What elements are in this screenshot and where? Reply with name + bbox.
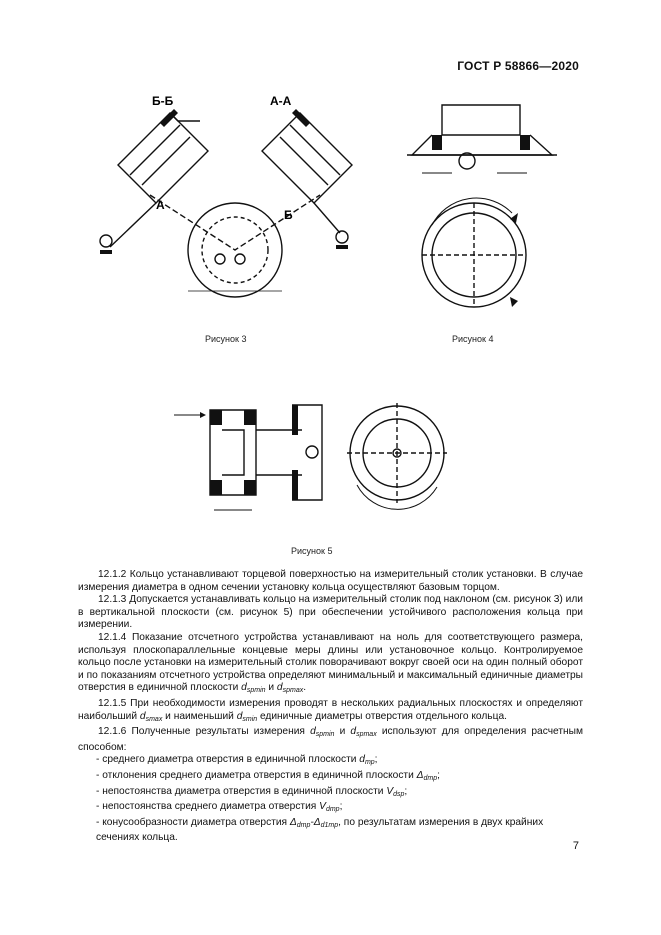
var-d: d <box>139 710 146 722</box>
section-label-bb: Б-Б <box>152 94 174 108</box>
figure-3-drawing <box>90 85 380 325</box>
list-item-var: V <box>319 801 326 813</box>
conjunction: и <box>268 682 275 694</box>
subscript: spmin <box>246 687 266 695</box>
figure-4-drawing <box>402 95 562 315</box>
var-d: d <box>350 726 357 738</box>
list-item-end: ; <box>374 754 378 766</box>
list-item <box>78 786 583 802</box>
section-label-aa: А-А <box>270 94 292 108</box>
paragraph-12-1-4-text: 12.1.4 Показание отсчетного устройства устанавливают на ноль для соответствующего размера, используя плоскопараллельные концевые меры длины или установочное кольцо. Контролируемое кольцо после установки на измерительный столик поворачивают вокруг своей оси на один полный оборот и по показаниям отсчетного устройства определяют минимальный и максимальный единичные диаметры отверстия в единичной плоскости <box>78 631 583 694</box>
paragraph-12-1-4 <box>78 632 583 698</box>
paragraph-12-1-2: 12.1.2 Кольцо устанавливают торцевой поверхностью на измерительный столик установки. В случае измерения диаметра в одном сечении установку кольца осуществляют базовым торцом. <box>78 569 583 593</box>
list-item-text: - непостоянства диаметра отверстия в единичной плоскости <box>96 785 384 797</box>
list-item-var: Δ <box>416 769 424 781</box>
figure-3-caption: Рисунок 3 <box>205 334 247 344</box>
figure-5-drawing <box>172 395 462 525</box>
figure-4 <box>402 95 562 315</box>
subscript: smax <box>145 715 163 723</box>
paragraph-12-1-6-text-a: 12.1.6 Полученные результаты измерения <box>98 726 305 738</box>
list-item-var: d <box>359 754 365 766</box>
page-number: 7 <box>572 840 579 852</box>
mark-b: Б <box>284 208 293 222</box>
list-item-sub: dmp <box>325 806 340 814</box>
list-item-end: , по результатам измерения в двух крайних сечениях кольца. <box>96 816 544 844</box>
subscript: spmin <box>315 731 335 739</box>
list-item <box>78 801 583 817</box>
paragraph-12-1-5-text-c: единичные диаметры отверстия отдельного кольца. <box>259 710 507 722</box>
list-item-text: - среднего диаметра отверстия в единичной плоскости <box>96 754 357 766</box>
paragraph-12-1-6-text-b: используют для определения расчетным способом: <box>78 726 583 753</box>
body-text <box>78 569 583 845</box>
list-item-end: ; <box>437 769 440 781</box>
paragraph-12-1-5 <box>78 698 583 726</box>
figure-5 <box>172 395 462 525</box>
figure-3 <box>90 85 380 325</box>
var-d: d <box>236 710 243 722</box>
document-code: ГОСТ Р 58866—2020 <box>457 59 579 73</box>
subscript: spmax <box>282 687 304 695</box>
paragraph-12-1-3: 12.1.3 Допускается устанавливать кольцо на измерительный столик под наклоном (см. рисунок 3) или в вертикальной плоскости (см. рисунок 5) при обеспечении устойчивого расположения кольца при измерении. <box>78 594 583 631</box>
var-d: d <box>276 682 283 694</box>
punct: . <box>303 682 307 694</box>
conjunction: и <box>339 726 346 738</box>
paragraph-12-1-6 <box>78 726 583 754</box>
mark-a: А <box>156 198 165 212</box>
list-item-sub: dsp <box>393 790 405 798</box>
list-item-text: - конусообразности диаметра отверстия <box>96 816 288 828</box>
list-item-text: - непостоянства среднего диаметра отверстия <box>96 801 317 813</box>
list-item-var: V <box>386 785 394 797</box>
subscript: spmax <box>356 731 377 739</box>
list-item-mid: -Δ <box>310 816 321 828</box>
figure-4-caption: Рисунок 4 <box>452 334 494 344</box>
list-item-sub: dmp <box>423 774 438 782</box>
list-item <box>78 770 583 786</box>
list-item-text: - отклонения среднего диаметра отверстия в единичной плоскости <box>96 769 414 781</box>
list-item <box>78 754 583 770</box>
list-item-sub: mp <box>364 759 375 767</box>
list-item-sub: dmp <box>296 821 311 829</box>
list-item-end: ; <box>339 801 343 813</box>
list-item-sub2: d1mp <box>320 821 339 829</box>
list-item-var: Δ <box>289 816 297 828</box>
paragraph-12-1-5-text-b: и наименьший <box>165 710 234 722</box>
var-d: d <box>310 726 316 738</box>
var-d: d <box>241 682 247 694</box>
list-item-end: ; <box>404 785 408 797</box>
figure-5-caption: Рисунок 5 <box>291 546 333 556</box>
subscript: smin <box>242 715 258 723</box>
paragraph-12-1-5-text-a: 12.1.5 При необходимости измерения проводят в нескольких радиальных плоскостях и определяют наибольший <box>78 697 583 722</box>
list-item <box>78 817 583 845</box>
